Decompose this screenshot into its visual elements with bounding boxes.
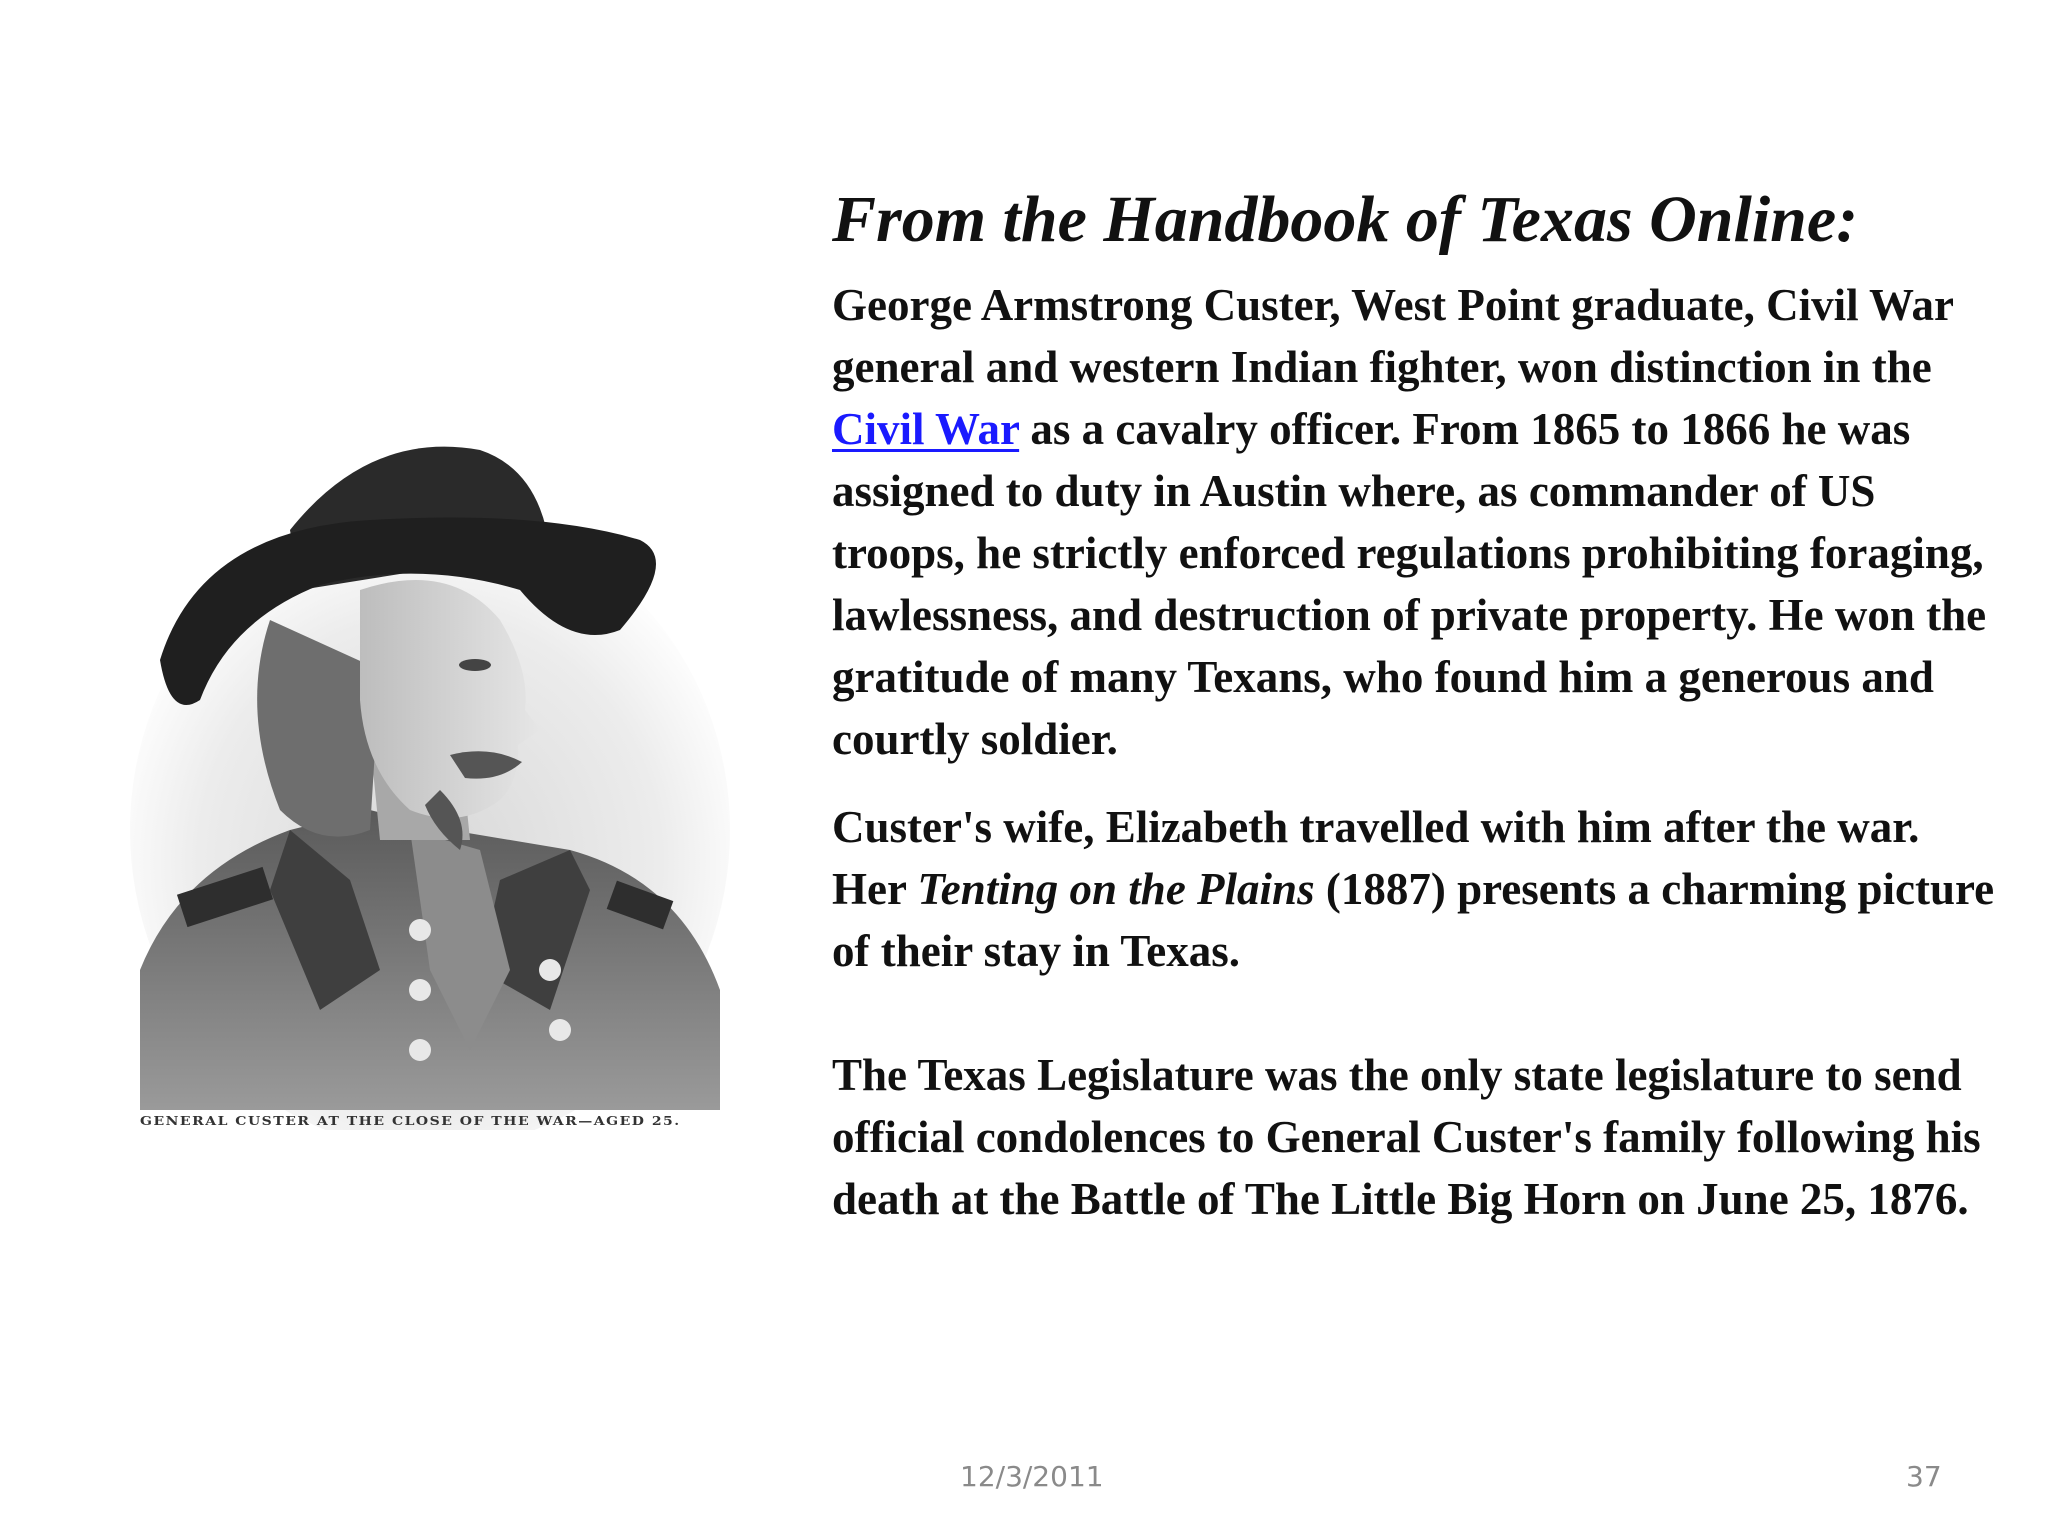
paragraph-text: (1887) presents a charming picture of their stay in Texas. — [832, 864, 1995, 976]
paragraph-text: as a cavalry officer. From 1865 to 1866 he was assigned to duty in Austin where, as commander of US troops, he strictly enforced regulations prohibiting foraging, lawlessness, and destruction of private property. He won the gratitude of many Texans, who found him a generous and courtly soldier. — [832, 404, 1987, 764]
paragraph-text: George Armstrong Custer, West Point graduate, Civil War general and western Indian fighter, won distinction in the — [832, 280, 1954, 392]
paragraph-elizabeth — [832, 796, 2002, 982]
slide-heading: From the Handbook of Texas Online: — [832, 183, 1859, 256]
book-title: Tenting on the Plains — [917, 864, 1315, 914]
civil-war-link[interactable]: Civil War — [832, 404, 1020, 454]
footer-date: 12/3/2011 — [960, 1460, 1104, 1493]
main-content — [832, 180, 2002, 1230]
paragraph-legislature: The Texas Legislature was the only state legislature to send official condolences to General Custer's family following his death at the Battle of The Little Big Horn on June 25, 1876. — [832, 1050, 1981, 1224]
custer-portrait-image — [120, 410, 740, 1130]
footer-page-number: 37 — [1906, 1460, 1942, 1493]
portrait-caption: GENERAL CUSTER AT THE CLOSE OF THE WAR—AGED 25. — [140, 1115, 681, 1129]
paragraph-biography — [832, 274, 2002, 770]
paragraph-text: Custer's wife, Elizabeth travelled with him after the war. Her — [832, 802, 1920, 914]
